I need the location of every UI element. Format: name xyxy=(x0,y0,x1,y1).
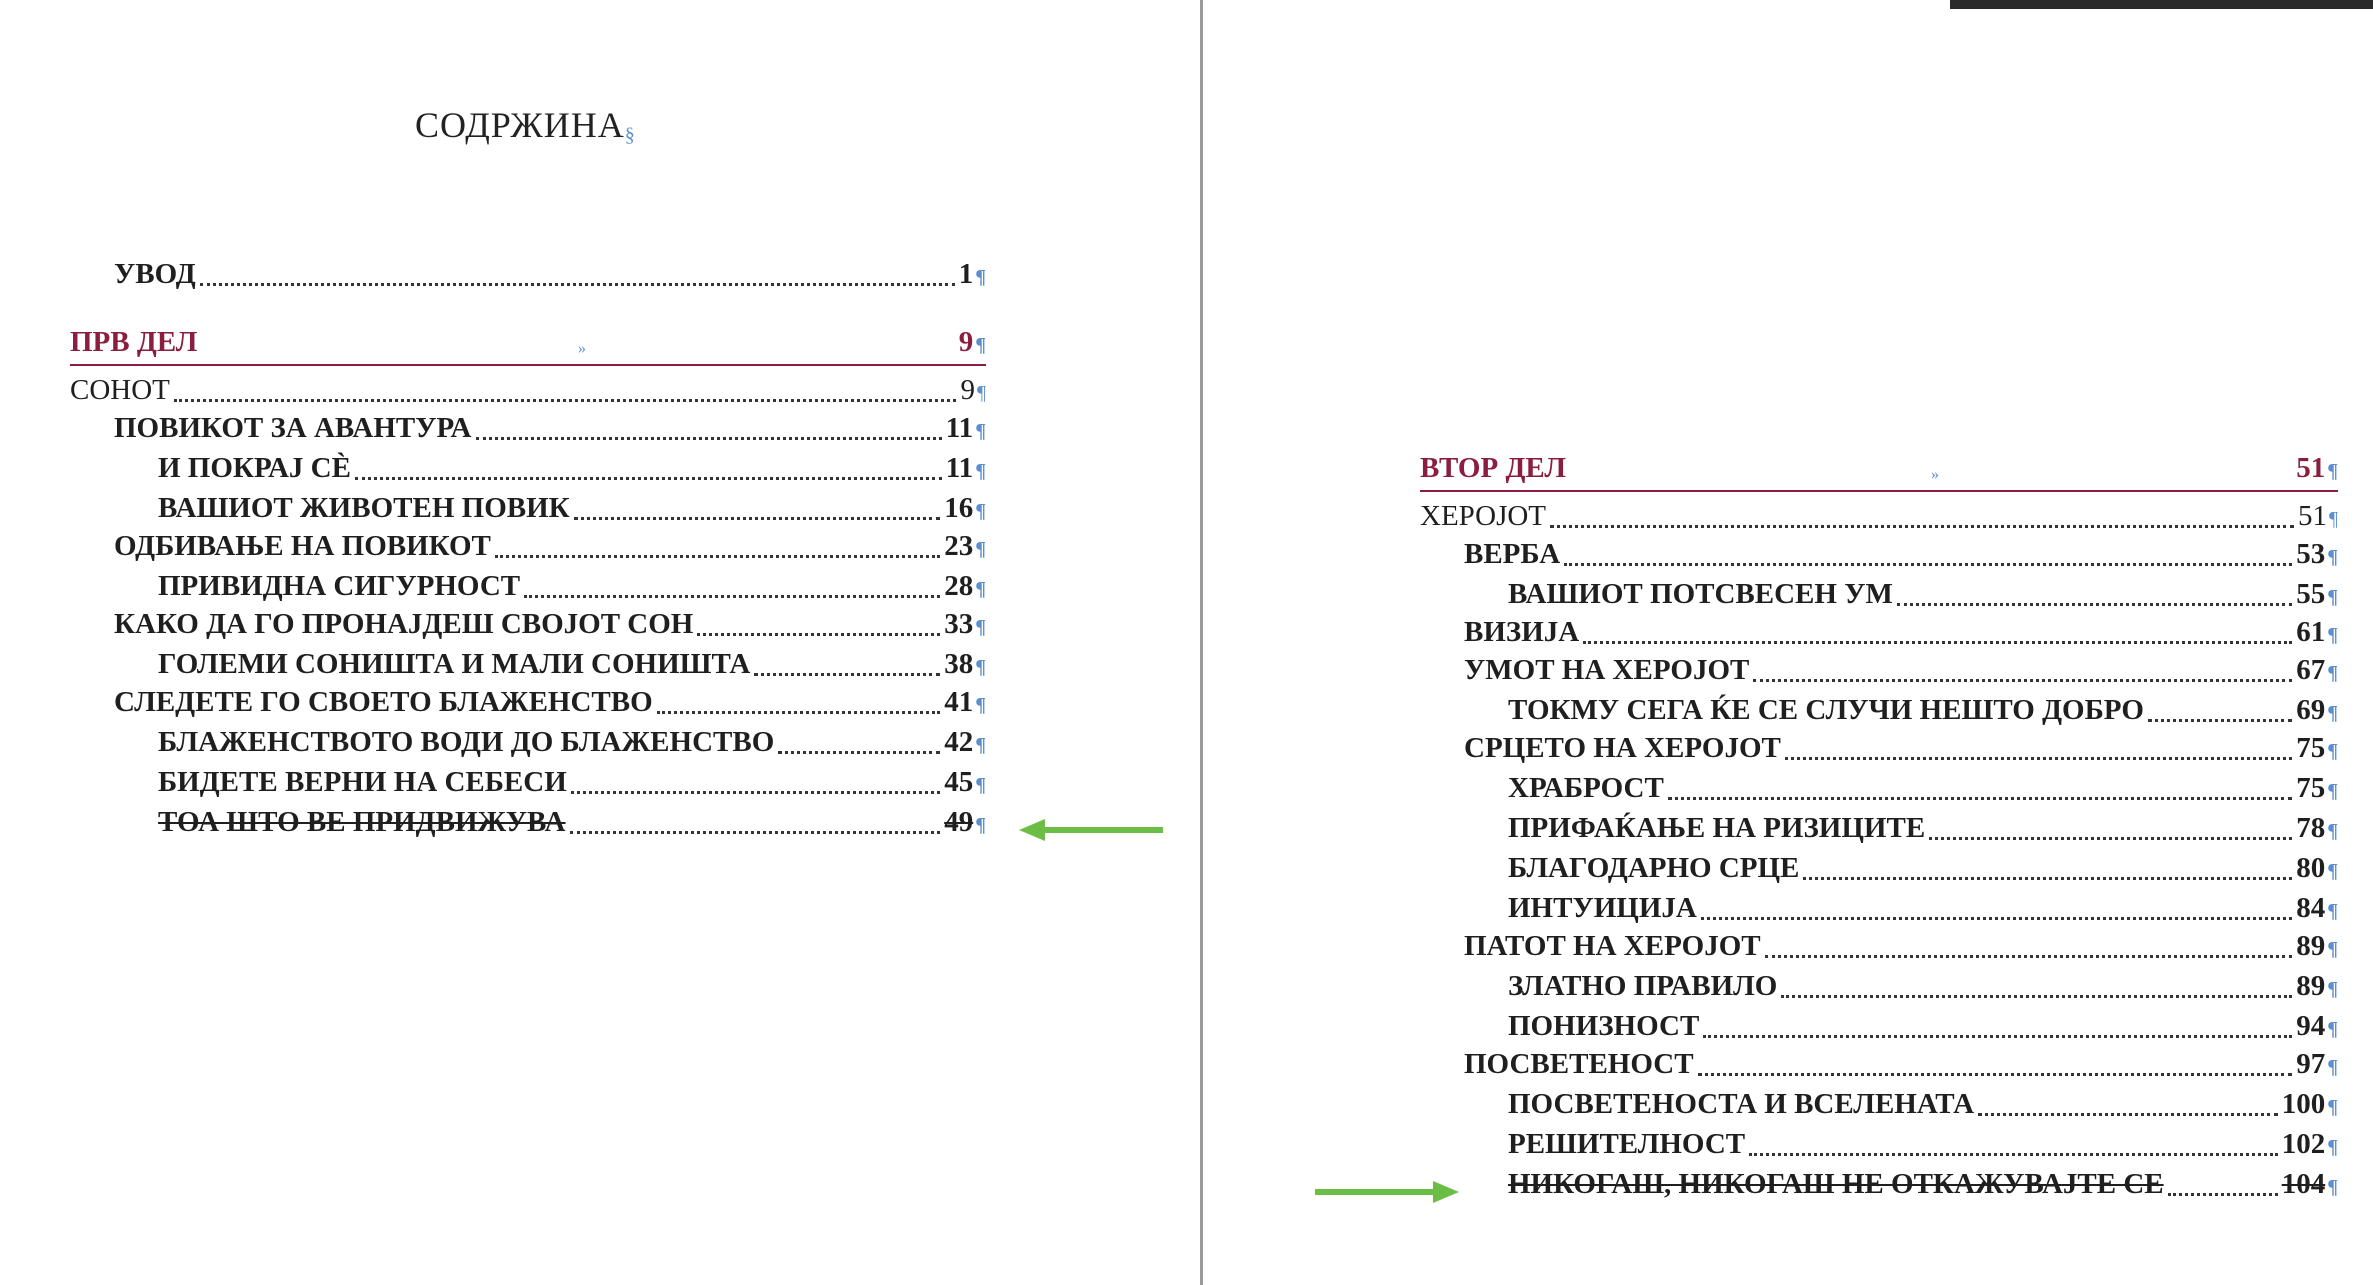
toc-entry[interactable] xyxy=(114,686,986,724)
pilcrow-mark: ¶ xyxy=(975,694,986,716)
leader-dots xyxy=(1698,1073,2293,1076)
toc-entry[interactable] xyxy=(1508,812,2338,850)
leader-dots xyxy=(778,751,940,754)
leader-dots xyxy=(1785,757,2292,760)
toc-entry[interactable] xyxy=(1508,1010,2338,1048)
pilcrow-mark: ¶ xyxy=(2327,702,2338,724)
pilcrow-mark: ¶ xyxy=(2327,780,2338,802)
pilcrow-mark: ¶ xyxy=(975,460,986,482)
entry-page: 61 xyxy=(2296,616,2326,648)
entry-page: 80 xyxy=(2296,852,2326,884)
toc-entry[interactable] xyxy=(158,766,986,804)
entry-label: ПОСВЕТЕНОСТА И ВСЕЛЕНАТА xyxy=(1508,1088,1975,1120)
pilcrow-mark: ¶ xyxy=(2327,1018,2338,1040)
toc-entry[interactable] xyxy=(114,258,986,296)
entry-page: 41 xyxy=(944,686,974,718)
entry-label: ОДБИВАЊЕ НА ПОВИКОТ xyxy=(114,530,491,562)
entry-label: ЗЛАТНО ПРАВИЛО xyxy=(1508,970,1778,1002)
toc-entry[interactable] xyxy=(1420,500,2338,538)
entry-page: 100 xyxy=(2281,1088,2326,1120)
entry-label: ВАШИОТ ПОТСВЕСЕН УМ xyxy=(1508,578,1893,610)
toc-entry[interactable] xyxy=(70,374,986,412)
entry-label: СЛЕДЕТЕ ГО СВОЕТО БЛАЖЕНСТВО xyxy=(114,686,653,718)
leader-dots xyxy=(2148,719,2292,722)
entry-page: 9 xyxy=(958,326,974,358)
toc-entry[interactable] xyxy=(1508,694,2338,732)
leader-dots xyxy=(1564,563,2292,566)
pilcrow-mark: ¶ xyxy=(2327,740,2338,762)
entry-label: ИНТУИЦИЈА xyxy=(1508,892,1697,924)
entry-page: 97 xyxy=(2296,1048,2326,1080)
toc-entry[interactable] xyxy=(1464,930,2338,968)
entry-label: СОНОТ xyxy=(70,374,170,406)
leader-dots xyxy=(1701,917,2292,920)
entry-page: 49 xyxy=(944,806,974,838)
pilcrow-mark: ¶ xyxy=(2327,938,2338,960)
leader-dots xyxy=(1929,837,2292,840)
toc-entry[interactable] xyxy=(1464,1048,2338,1086)
pilcrow-mark: ¶ xyxy=(975,616,986,638)
leader-dots xyxy=(1897,603,2292,606)
entry-page: 28 xyxy=(944,570,974,602)
pilcrow-mark: ¶ xyxy=(975,334,986,356)
entry-page: 11 xyxy=(945,452,974,484)
toc-entry[interactable] xyxy=(1508,852,2338,890)
entry-page: 51 xyxy=(2297,500,2327,532)
pilcrow-mark: ¶ xyxy=(2327,662,2338,684)
entry-label: ВИЗИЈА xyxy=(1464,616,1580,648)
leader-dots xyxy=(1703,1035,2292,1038)
leader-dots xyxy=(1803,877,2292,880)
entry-label: ХЕРОЈОТ xyxy=(1420,500,1547,532)
entry-label: ТОКМУ СЕГА ЌЕ СЕ СЛУЧИ НЕШТО ДОБРО xyxy=(1508,694,2144,726)
entry-label: ПАТОТ НА ХЕРОЈОТ xyxy=(1464,930,1761,962)
pilcrow-mark: ¶ xyxy=(2327,1176,2338,1198)
left-arrow-icon xyxy=(1015,815,1165,845)
entry-label: ПОВИКОТ ЗА АВАНТУРА xyxy=(114,412,472,444)
leader-dots xyxy=(355,477,942,480)
entry-page: 23 xyxy=(944,530,974,562)
pilcrow-mark: ¶ xyxy=(2327,900,2338,922)
pilcrow-mark: ¶ xyxy=(975,734,986,756)
toc-entry[interactable] xyxy=(114,608,986,646)
entry-label: ВАШИОТ ЖИВОТЕН ПОВИК xyxy=(158,492,570,524)
toc-entry[interactable] xyxy=(1508,970,2338,1008)
entry-page: 89 xyxy=(2296,930,2326,962)
entry-label: ПОНИЗНОСТ xyxy=(1508,1010,1700,1042)
pilcrow-mark: ¶ xyxy=(975,420,986,442)
pilcrow-mark: ¶ xyxy=(975,266,986,288)
entry-label: БЛАГОДАРНО СРЦЕ xyxy=(1508,852,1800,884)
leader-dots xyxy=(571,791,940,794)
pilcrow-mark: ¶ xyxy=(2327,860,2338,882)
leader-dots xyxy=(476,437,942,440)
toc-entry[interactable] xyxy=(1508,1128,2338,1166)
pilcrow-mark: ¶ xyxy=(2327,624,2338,646)
entry-page: 102 xyxy=(2281,1128,2326,1160)
entry-label: ПРИФАЌАЊЕ НА РИЗИЦИТЕ xyxy=(1508,812,1926,844)
entry-label: ВТОР ДЕЛ xyxy=(1420,452,1566,484)
leader-dots xyxy=(570,831,941,834)
leader-dots xyxy=(1550,525,2294,528)
entry-page: 104 xyxy=(2281,1168,2326,1200)
entry-page: 53 xyxy=(2296,538,2326,570)
leader-dots xyxy=(1583,641,2292,644)
leader-dots xyxy=(1765,955,2293,958)
pilcrow-mark: ¶ xyxy=(2327,546,2338,568)
leader-dots xyxy=(697,633,940,636)
pilcrow-mark: ¶ xyxy=(975,500,986,522)
pilcrow-mark: ¶ xyxy=(2327,1096,2338,1118)
entry-page: 55 xyxy=(2296,578,2326,610)
entry-page: 78 xyxy=(2296,812,2326,844)
toc-entry[interactable] xyxy=(1464,654,2338,692)
leader-dots xyxy=(754,673,940,676)
entry-label: ХРАБРОСТ xyxy=(1508,772,1664,804)
leader-dots xyxy=(574,517,941,520)
entry-page: 11 xyxy=(945,412,974,444)
pilcrow-mark: ¶ xyxy=(2327,586,2338,608)
entry-page: 1 xyxy=(958,258,974,290)
pilcrow-mark: ¶ xyxy=(2327,978,2338,1000)
toc-entry-struck[interactable] xyxy=(158,806,986,844)
leader-dots xyxy=(2168,1193,2278,1196)
section-mark: § xyxy=(624,124,636,146)
entry-label: ПОСВЕТЕНОСТ xyxy=(1464,1048,1694,1080)
right-page xyxy=(1203,0,2373,1285)
entry-page: 94 xyxy=(2296,1010,2326,1042)
tab-mark: » xyxy=(1931,466,1939,483)
leader-dots xyxy=(200,283,955,286)
pilcrow-mark: ¶ xyxy=(975,578,986,600)
toc-entry[interactable] xyxy=(158,648,986,686)
pilcrow-mark: ¶ xyxy=(2327,820,2338,842)
toc-entry[interactable] xyxy=(1508,1088,2338,1126)
toc-entry[interactable] xyxy=(158,726,986,764)
entry-label: ПРИВИДНА СИГУРНОСТ xyxy=(158,570,521,602)
pilcrow-mark: ¶ xyxy=(975,656,986,678)
toc-entry[interactable] xyxy=(1464,616,2338,654)
entry-page: 75 xyxy=(2296,772,2326,804)
entry-label: БИДЕТЕ ВЕРНИ НА СЕБЕСИ xyxy=(158,766,567,798)
leader-dots xyxy=(1749,1153,2278,1156)
toc-entry[interactable] xyxy=(1464,732,2338,770)
toc-title xyxy=(415,104,636,147)
leader-dots xyxy=(174,399,957,402)
entry-label: ВЕРБА xyxy=(1464,538,1561,570)
pilcrow-mark: ¶ xyxy=(2327,1136,2338,1158)
toc-entry[interactable] xyxy=(114,412,986,450)
pilcrow-mark: ¶ xyxy=(976,382,986,404)
leader-dots xyxy=(524,595,940,598)
toc-entry[interactable] xyxy=(158,570,986,608)
toc-entry[interactable] xyxy=(158,452,986,490)
pilcrow-mark: ¶ xyxy=(975,774,986,796)
entry-label: УМОТ НА ХЕРОЈОТ xyxy=(1464,654,1750,686)
entry-page: 38 xyxy=(944,648,974,680)
entry-label: ТОА ШТО ВЕ ПРИДВИЖУВА xyxy=(158,806,566,838)
entry-label: И ПОКРАЈ СЀ xyxy=(158,452,351,484)
entry-page: 84 xyxy=(2296,892,2326,924)
pilcrow-mark: ¶ xyxy=(2328,508,2338,530)
toc-entry[interactable] xyxy=(1508,892,2338,930)
entry-page: 9 xyxy=(960,374,975,406)
toc-entry[interactable] xyxy=(114,530,986,568)
entry-page: 51 xyxy=(2296,452,2326,484)
leader-dots xyxy=(1668,797,2292,800)
tab-mark: » xyxy=(578,340,586,357)
entry-label: КАКО ДА ГО ПРОНАЈДЕШ СВОЈОТ СОН xyxy=(114,608,694,640)
toc-entry[interactable] xyxy=(158,492,986,530)
pilcrow-mark: ¶ xyxy=(975,538,986,560)
toc-title-text: СОДРЖИНА xyxy=(415,105,625,145)
right-arrow-icon xyxy=(1313,1177,1463,1207)
leader-dots xyxy=(1753,679,2292,682)
toc-entry[interactable] xyxy=(1508,772,2338,810)
entry-page: 16 xyxy=(944,492,974,524)
entry-page: 89 xyxy=(2296,970,2326,1002)
entry-label: СРЦЕТО НА ХЕРОЈОТ xyxy=(1464,732,1781,764)
entry-page: 67 xyxy=(2296,654,2326,686)
entry-page: 33 xyxy=(944,608,974,640)
entry-page: 69 xyxy=(2296,694,2326,726)
leader-dots xyxy=(657,711,941,714)
leader-dots xyxy=(1781,995,2292,998)
toc-entry-struck[interactable] xyxy=(1508,1168,2338,1206)
toc-entry[interactable] xyxy=(1508,578,2338,616)
leader-dots xyxy=(495,555,940,558)
toc-entry[interactable] xyxy=(1464,538,2338,576)
entry-label: РЕШИТЕЛНОСТ xyxy=(1508,1128,1746,1160)
leader-dots xyxy=(1978,1113,2278,1116)
entry-label: НИКОГАШ, НИКОГАШ НЕ ОТКАЖУВАЈТЕ СЕ xyxy=(1508,1168,2164,1200)
entry-page: 75 xyxy=(2296,732,2326,764)
pilcrow-mark: ¶ xyxy=(2327,1056,2338,1078)
section-heading[interactable] xyxy=(70,326,986,366)
entry-label: ПРВ ДЕЛ xyxy=(70,326,198,358)
entry-label: БЛАЖЕНСТВОТО ВОДИ ДО БЛАЖЕНСТВО xyxy=(158,726,775,758)
entry-label: УВОД xyxy=(114,258,196,290)
entry-page: 45 xyxy=(944,766,974,798)
pilcrow-mark: ¶ xyxy=(975,814,986,836)
entry-label: ГОЛЕМИ СОНИШТА И МАЛИ СОНИШТА xyxy=(158,648,751,680)
pilcrow-mark: ¶ xyxy=(2327,460,2338,482)
entry-page: 42 xyxy=(944,726,974,758)
section-heading[interactable] xyxy=(1420,452,2338,492)
